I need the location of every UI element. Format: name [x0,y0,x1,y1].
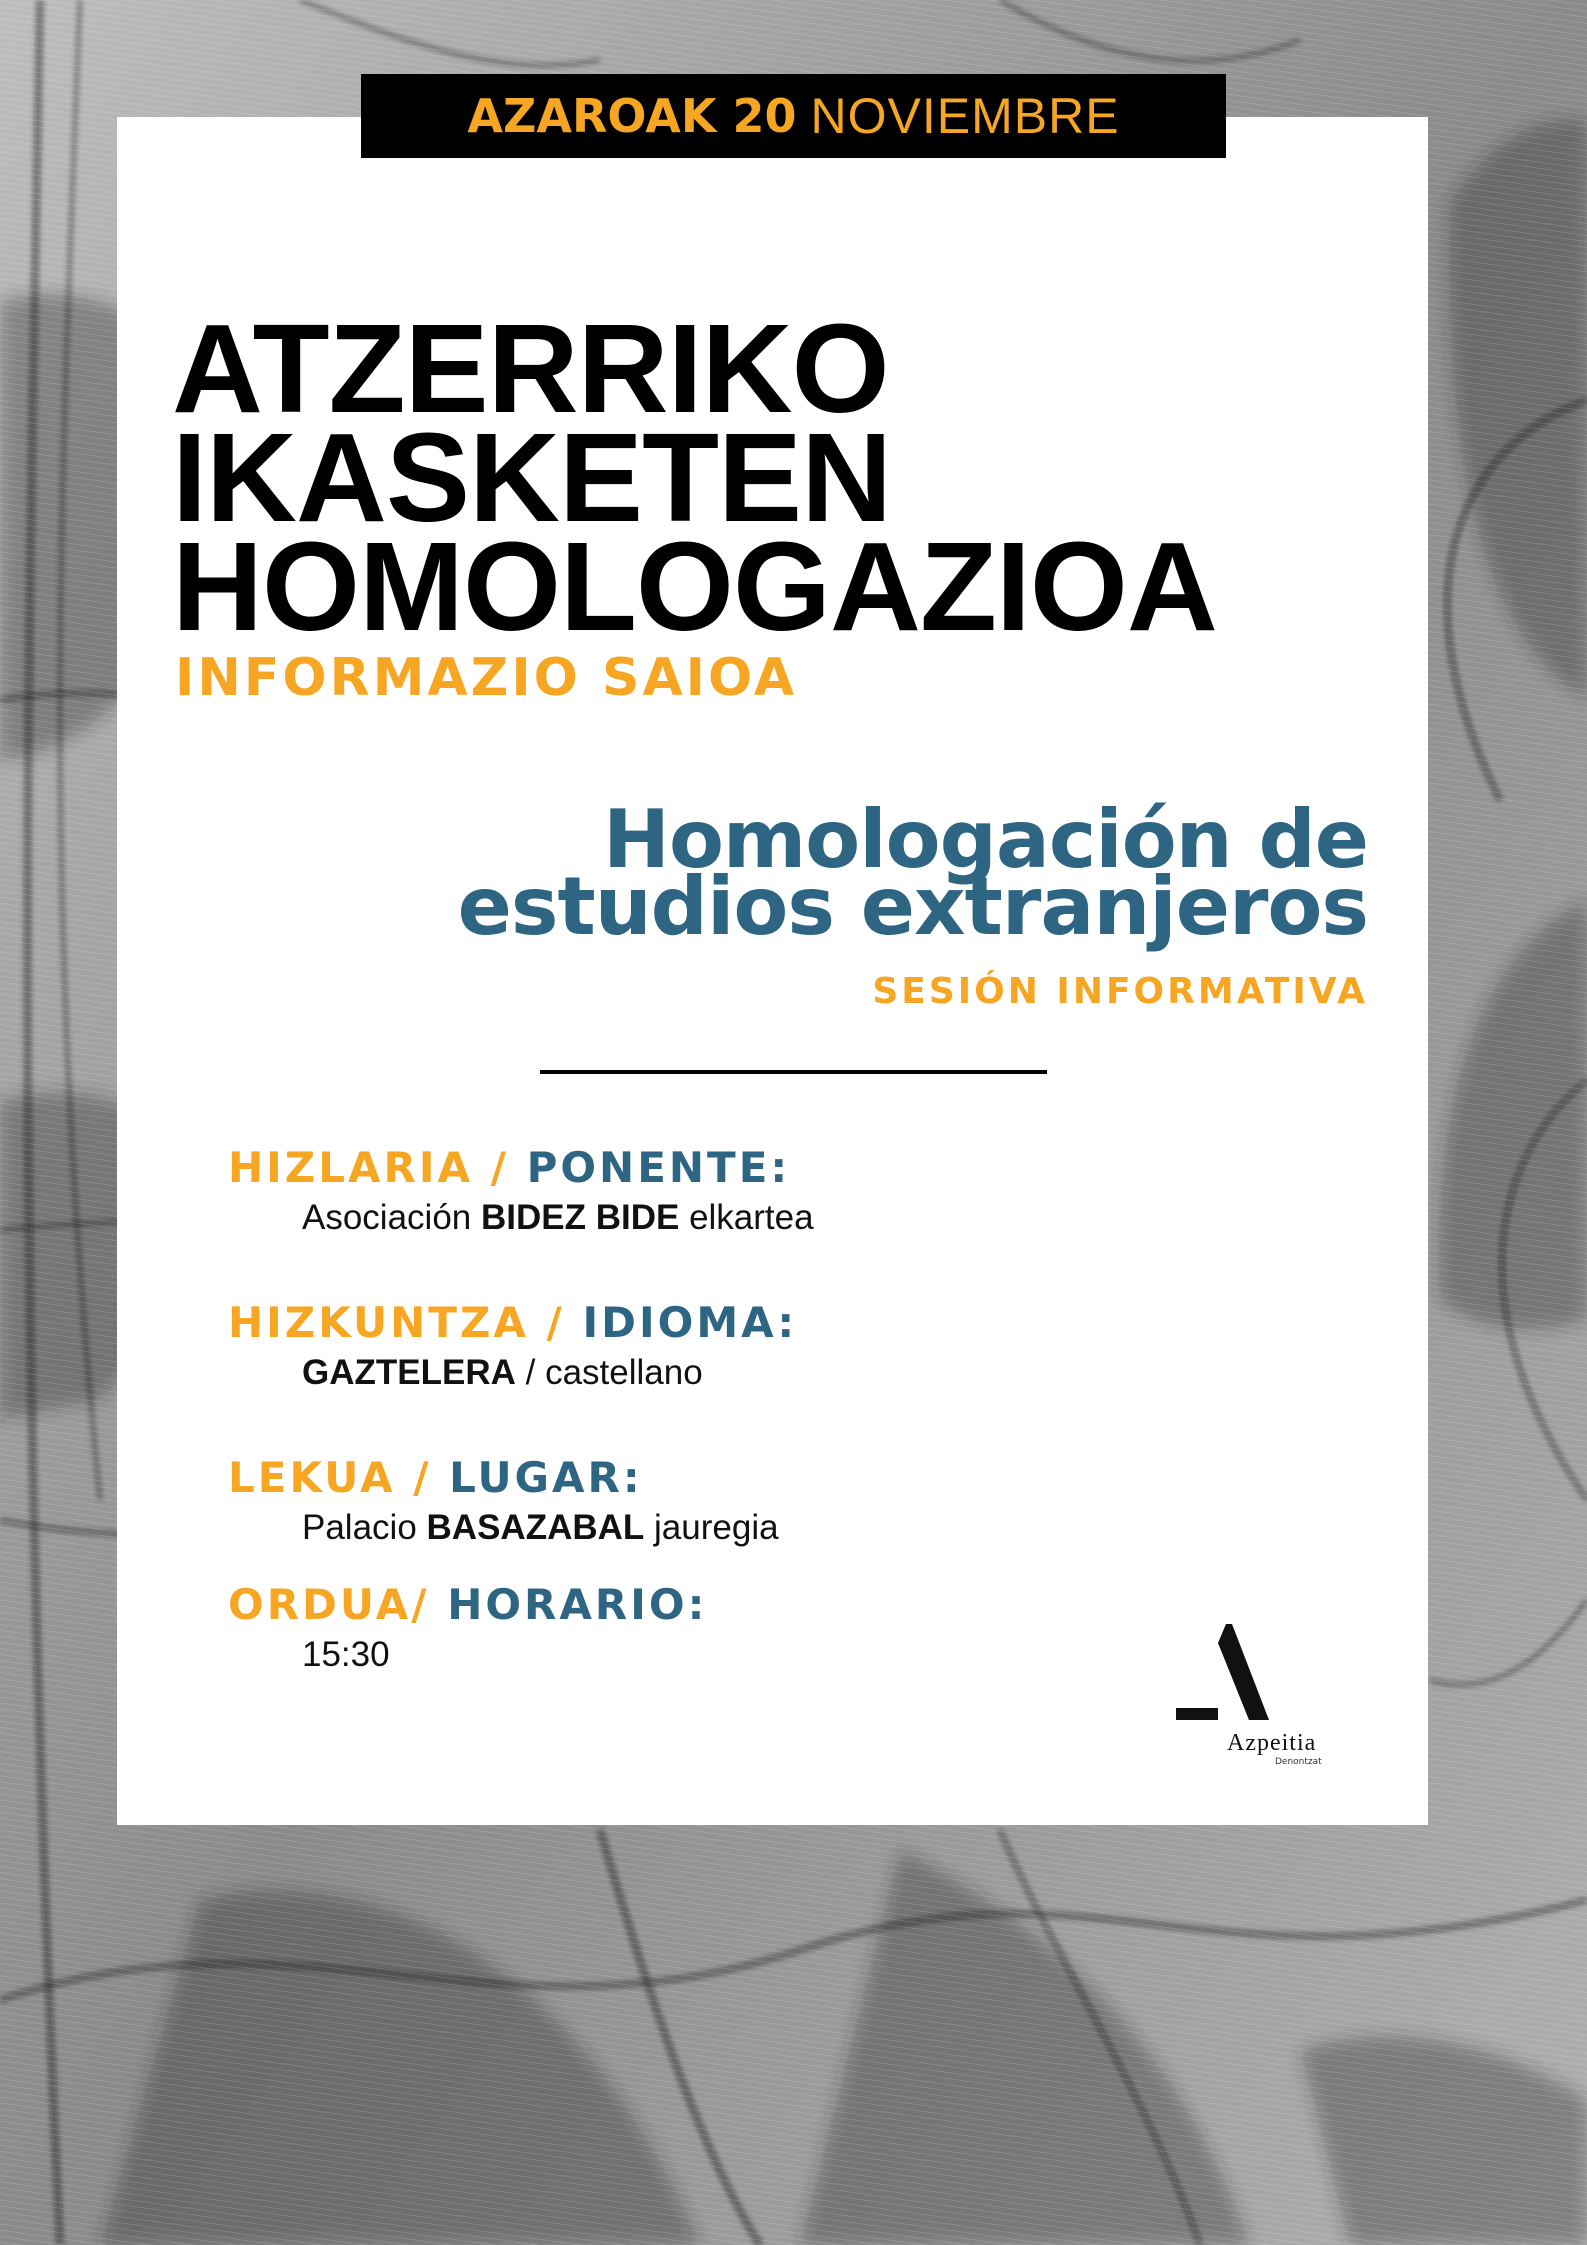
title-es-subtitle: SESIÓN INFORMATIVA [872,971,1368,1012]
detail-value-time: 15:30 [302,1635,390,1674]
date-banner [361,74,1226,158]
logo-name: Azpeitia [1227,1730,1317,1756]
detail-value-place: Palacio BASAZABAL jauregia [302,1508,779,1547]
azpeitia-a-logo-icon [1170,1620,1340,1780]
section-divider [540,1070,1047,1074]
title-eu-line-2: IKASKETEN [172,407,892,548]
detail-value-speaker: Asociación BIDEZ BIDE elkartea [302,1198,814,1237]
title-es-line-2: estudios extranjeros [457,860,1368,953]
title-es-line-1: Homologación de [603,793,1368,886]
date-day-label: AZAROAK 20 [467,89,797,143]
title-eu-subtitle: INFORMAZIO SAIOA [175,648,798,708]
detail-label-time: ORDUA/ HORARIO: [228,1580,708,1629]
detail-label-place: LEKUA / LUGAR: [228,1453,643,1502]
logo-tagline: Denontzat [1275,1757,1322,1767]
detail-label-language: HIZKUNTZA / IDIOMA: [228,1298,798,1347]
title-eu-line-3: HOMOLOGAZIOA [172,516,1217,657]
detail-value-language: GAZTELERA / castellano [302,1353,703,1392]
date-month-label: NOVIEMBRE [810,88,1120,144]
title-eu-line-1: ATZERRIKO [172,298,889,439]
detail-label-speaker: HIZLARIA / PONENTE: [228,1143,791,1192]
